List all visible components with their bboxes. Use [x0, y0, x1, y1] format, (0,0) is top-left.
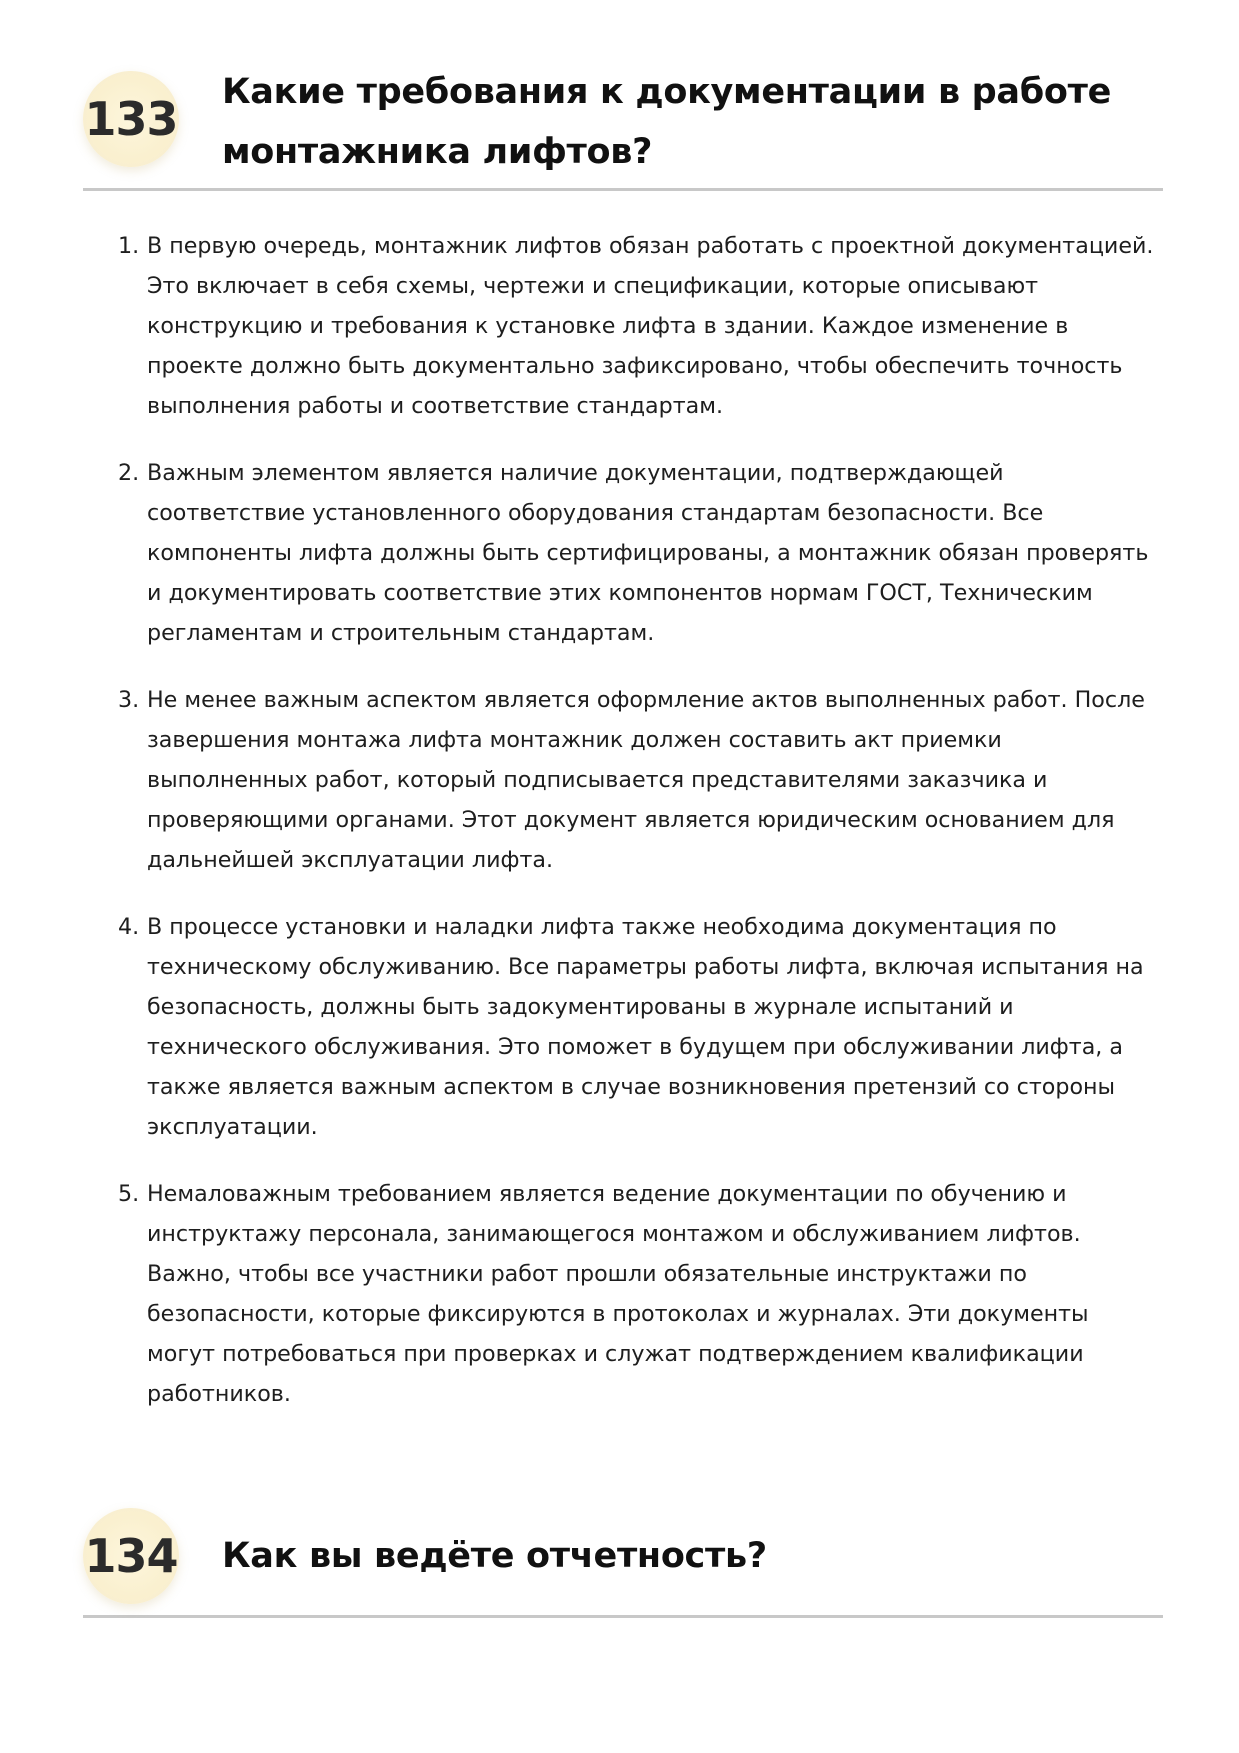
answer-item-text: Не менее важным аспектом является оформление актов выполненных работ. После завершения монтажа лифта монтажник должен составить акт приемки выполненных работ, который подписывается представителями заказчика и проверяющими органами. Этот документ является юридическим основанием для дальнейшей эксплуатации лифта.	[147, 687, 1145, 873]
question-title: Какие требования к документации в работе монтажника лифтов?	[222, 72, 1112, 172]
question-number-badge: 133	[83, 71, 179, 167]
answer-item-text: В процессе установки и наладки лифта также необходима документация по техническому обслуживанию. Все параметры работы лифта, включая испытания на безопасность, должны быть задокументированы в журнале испытаний и технического обслуживания. Это поможет в будущем при обслуживании лифта, а также является важным аспектом в случае возникновения претензий со стороны эксплуатации.	[147, 914, 1144, 1140]
question-title: Как вы ведёте отчетность?	[222, 1536, 767, 1576]
answer-item-number: 5.	[118, 1181, 140, 1207]
answer-item	[108, 453, 1163, 653]
question-133	[83, 62, 1163, 191]
answer-list	[108, 226, 1163, 1441]
question-number-badge: 134	[83, 1508, 179, 1604]
answer-item	[108, 680, 1163, 880]
answer-item-text: Важным элементом является наличие документации, подтверждающей соответствие установленного оборудования стандартам безопасности. Все компоненты лифта должны быть сертифицированы, а монтажник обязан проверять и документировать соответствие этих компонентов нормам ГОСТ, Техническим регламентам и строительным стандартам.	[147, 460, 1149, 646]
question-134	[83, 1508, 1163, 1618]
answer-item-number: 1.	[118, 233, 140, 259]
answer-item	[108, 226, 1163, 426]
answer-item-number: 3.	[118, 687, 140, 713]
question-header	[83, 62, 1163, 191]
answer-item-text: В первую очередь, монтажник лифтов обязан работать с проектной документацией. Это включает в себя схемы, чертежи и спецификации, которые описывают конструкцию и требования к установке лифта в здании. Каждое изменение в проекте должно быть документально зафиксировано, чтобы обеспечить точность выполнения работы и соответствие стандартам.	[147, 233, 1154, 419]
answer-item-text: Немаловажным требованием является ведение документации по обучению и инструктажу персонала, занимающегося монтажом и обслуживанием лифтов. Важно, чтобы все участники работ прошли обязательные инструктажи по безопасности, которые фиксируются в протоколах и журналах. Эти документы могут потребоваться при проверках и служат подтверждением квалификации работников.	[147, 1181, 1089, 1407]
answer-item-number: 2.	[118, 460, 140, 486]
answer-item	[108, 1174, 1163, 1414]
question-header	[83, 1508, 1163, 1618]
answer-item-number: 4.	[118, 914, 140, 940]
answer-item	[108, 907, 1163, 1147]
